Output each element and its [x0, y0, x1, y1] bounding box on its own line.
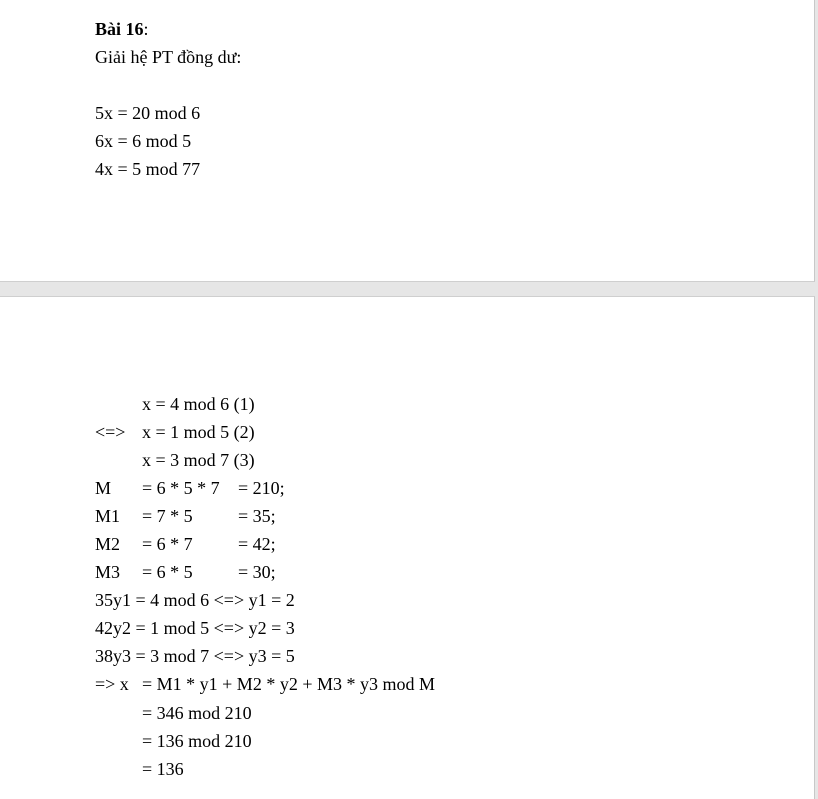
modulus-result: = 30;: [238, 562, 276, 582]
modulus-expression: = 7 * 5: [142, 506, 193, 526]
system-eq-1: x = 4 mod 6 (1): [142, 394, 255, 414]
solution-step-4: = 136: [142, 759, 184, 779]
inverse-line: 42y2 = 1 mod 5 <=> y2 = 3: [95, 618, 295, 638]
modulus-result: = 35;: [238, 506, 276, 526]
exercise-title-bold: Bài 16: [95, 19, 144, 39]
exercise-title-colon: :: [143, 19, 149, 39]
solution-prefix: => x: [95, 674, 129, 694]
modulus-label: M2: [95, 534, 121, 554]
inverse-line: 35y1 = 4 mod 6 <=> y1 = 2: [95, 590, 295, 610]
modulus-expression: = 6 * 5: [142, 562, 193, 582]
modulus-expression: = 6 * 7: [142, 534, 193, 554]
modulus-label: M: [95, 478, 112, 498]
modulus-label: M3: [95, 562, 121, 582]
inverse-line: 38y3 = 3 mod 7 <=> y3 = 5: [95, 646, 295, 666]
modulus-expression: = 6 * 5 * 7: [142, 478, 220, 498]
exercise-title: [95, 18, 149, 40]
modulus-result: = 210;: [238, 478, 285, 498]
system-eq-3: x = 3 mod 7 (3): [142, 450, 255, 470]
equation-3: 4x = 5 mod 77: [95, 159, 201, 179]
system-eq-2: x = 1 mod 5 (2): [142, 422, 255, 442]
equation-1: 5x = 20 mod 6: [95, 103, 201, 123]
solution-step-2: = 346 mod 210: [142, 703, 252, 723]
document-page-1: [0, 0, 815, 282]
equivalence-arrow: <=>: [95, 422, 126, 442]
modulus-result: = 42;: [238, 534, 276, 554]
equation-2: 6x = 6 mod 5: [95, 131, 192, 151]
modulus-label: M1: [95, 506, 121, 526]
document-page-2: [0, 296, 815, 799]
solution-step-1: = M1 * y1 + M2 * y2 + M3 * y3 mod M: [142, 674, 435, 694]
exercise-subtitle: Giải hệ PT đồng dư:: [95, 47, 242, 67]
solution-step-3: = 136 mod 210: [142, 731, 252, 751]
